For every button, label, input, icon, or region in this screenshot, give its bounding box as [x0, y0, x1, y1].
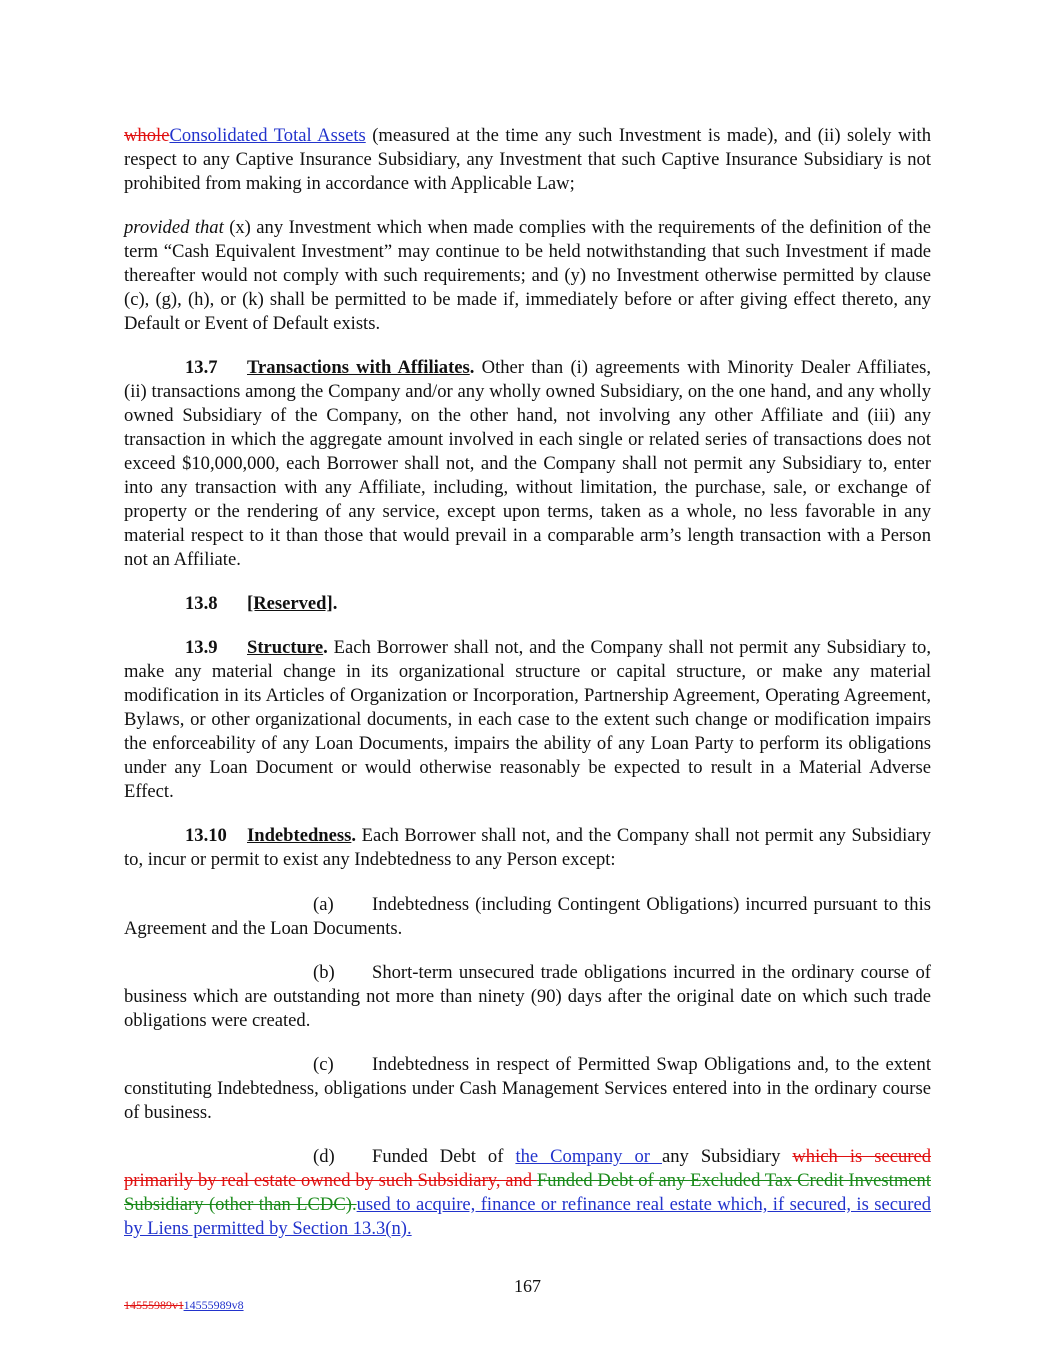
- paragraph-text: (x) any Investment which when made complies with the requirements of the definition of the term “Cash Equivalent Investment” may continue to be held notwithstanding that such Investment if made thereafter would not comply with such requirements; and (y) no Investment otherwise permitted by clause (c), (g), (h), or (k) shall be permitted to be made if, immediately before or after giving effect thereto, any Default or Event of Default exists.: [124, 217, 931, 334]
- proviso-paragraph: [124, 216, 931, 336]
- subsection-d: [124, 1145, 931, 1241]
- section-title: [Reserved]: [247, 593, 333, 614]
- section-text: Each Borrower shall not, and the Company shall not permit any Subsidiary to, incur or permit to exist any Indebtedness to any Person except:: [124, 825, 931, 870]
- subsection-text: Indebtedness in respect of Permitted Swap Obligations and, to the extent constituting Indebtedness, obligations under Cash Management Services entered into in the ordinary course of business.: [124, 1054, 931, 1123]
- inserted-text: Consolidated Total Assets: [169, 125, 366, 146]
- inserted-text: the Company or: [515, 1146, 662, 1167]
- moved-deleted-text: Funded Debt of any Excluded Tax Credit Investment Subsidiary (other than LCDC).: [124, 1170, 931, 1215]
- subsection-label: (a): [313, 894, 334, 915]
- subsection-label: (c): [313, 1054, 334, 1075]
- inserted-text: used to acquire, finance or refinance real estate which, if secured, is secured by Liens permitted by Section 13.3(n).: [124, 1194, 931, 1239]
- section-title: Structure: [247, 637, 324, 658]
- section-number: 13.9: [185, 637, 218, 658]
- section-13-8: [124, 592, 931, 616]
- title-period: .: [323, 637, 328, 658]
- deleted-text: which is secured primarily by real estate owned by such Subsidiary, and: [124, 1146, 932, 1191]
- subsection-text: Short-term unsecured trade obligations incurred in the ordinary course of business which are outstanding not more than ninety (90) days after the original date on which such trade obligations were created.: [124, 962, 931, 1031]
- section-title: Transactions with Affiliates: [247, 357, 470, 378]
- section-number: 13.7: [185, 357, 218, 378]
- document-id: [124, 1298, 244, 1313]
- subsection-label: (d): [313, 1146, 335, 1167]
- subsection-c: [124, 1053, 931, 1125]
- page-content: [124, 124, 931, 1261]
- subsection-indent: [124, 962, 313, 983]
- subsection-indent: [124, 1146, 313, 1167]
- subsection-b: [124, 961, 931, 1033]
- deleted-text: whole: [124, 125, 170, 146]
- section-13-10: [124, 824, 931, 872]
- subsection-indent: [124, 894, 313, 915]
- subsection-text: any Subsidiary: [661, 1146, 793, 1167]
- subsection-a: [124, 893, 931, 941]
- title-period: .: [351, 825, 357, 846]
- proviso-italic: provided that: [124, 217, 224, 238]
- section-title: Indebtedness: [247, 825, 352, 846]
- section-text: Other than (i) agreements with Minority Dealer Affiliates, (ii) transactions among the Company and/or any wholly owned Subsidiary, on the one hand, and any wholly owned Subsidiary of the Company, on the other hand, not involving any other Affiliate and (iii) any transaction in which the aggregate amount involved in each single or related series of transactions does not exceed $10,000,000, each Borrower shall not, and the Company shall not permit any Subsidiary to, enter into any transaction with any Affiliate, including, without limitation, the purchase, sale, or exchange of property or the rendering of any service, except upon terms, taken as a whole, no less favorable in any material respect to it than those that would prevail in a comparable arm’s length transaction with a Person not an Affiliate.: [124, 357, 931, 570]
- section-number: 13.8: [185, 593, 218, 614]
- paragraph-text: (measured at the time any such Investment is made), and (ii) solely with respect to any Captive Insurance Subsidiary, any Investment that such Captive Insurance Subsidiary is not prohibited from making in accordance with Applicable Law;: [124, 125, 932, 194]
- section-13-9: [124, 636, 931, 804]
- section-number: 13.10: [185, 825, 227, 846]
- deleted-doc-id: 14555989v1: [124, 1298, 184, 1312]
- section-text: Each Borrower shall not, and the Company shall not permit any Subsidiary to, make any material change in its organizational structure or capital structure, or make any material modification in its Articles of Organization or Incorporation, Partnership Agreement, Operating Agreement, Bylaws, or other organizational documents, in each case to the extent such change or modification impairs the enforceability of any Loan Documents, impairs the ability of any Loan Party to perform its obligations under any Loan Document or would otherwise reasonably be expected to result in a Material Adverse Effect.: [124, 637, 931, 802]
- subsection-text: Funded Debt of: [372, 1146, 516, 1167]
- section-13-7: [124, 356, 931, 572]
- subsection-text: Indebtedness (including Contingent Obligations) incurred pursuant to this Agreement and the Loan Documents.: [124, 894, 931, 939]
- investment-clause-continuation: [124, 124, 931, 196]
- subsection-label: (b): [313, 962, 335, 983]
- page-number: 167: [514, 1276, 541, 1296]
- title-period: .: [469, 357, 475, 378]
- subsection-indent: [124, 1054, 313, 1075]
- inserted-doc-id: 14555989v8: [183, 1298, 244, 1312]
- title-period: .: [332, 593, 338, 614]
